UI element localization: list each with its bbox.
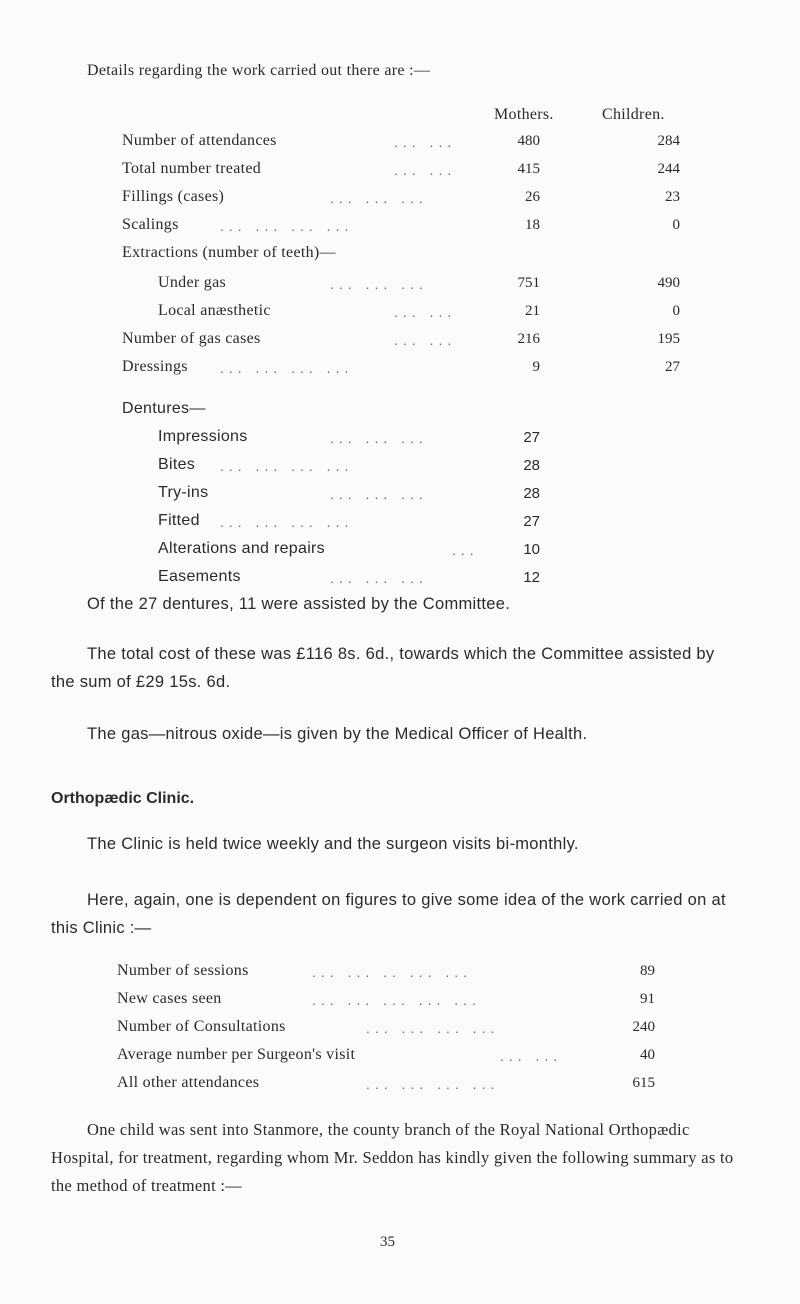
denture-row-label: Easements	[158, 568, 241, 585]
clinic-row-label: Average number per Surgeon's visit	[117, 1046, 356, 1063]
leader-dots: ... ... ...	[330, 570, 428, 586]
children-value: 0	[672, 217, 680, 233]
clinic-row-label: Number of Consultations	[117, 1018, 286, 1035]
denture-value: 28	[523, 457, 540, 474]
leader-dots: ... ... ... ... ...	[312, 992, 481, 1008]
col-header-mothers: Mothers.	[494, 106, 554, 123]
leader-dots: ...	[452, 542, 479, 558]
denture-value: 27	[523, 429, 540, 446]
paragraph-cost: The total cost of these was £116 8s. 6d., towards which the Committee assisted by the sum of £29 15s. 6d.	[51, 645, 715, 691]
intro-text: Details regarding the work carried out there are :—	[87, 62, 431, 79]
section-heading: Orthopædic Clinic.	[51, 790, 195, 807]
mothers-value: 216	[517, 331, 540, 347]
children-value: 490	[657, 275, 680, 291]
leader-dots: ... ...	[394, 304, 457, 320]
denture-value: 10	[523, 541, 540, 558]
leader-dots: ... ... ... ...	[366, 1076, 500, 1092]
table-row-label: Extractions (number of teeth)—	[122, 244, 336, 261]
clinic-value: 89	[640, 963, 655, 979]
clinic-value: 91	[640, 991, 655, 1007]
paragraph-dentures	[87, 590, 767, 618]
leader-dots: ... ... .. ... ...	[312, 964, 473, 980]
mothers-value: 18	[525, 217, 540, 233]
col-header-children: Children.	[602, 106, 665, 123]
leader-dots: ... ... ...	[330, 430, 428, 446]
leader-dots: ... ... ... ...	[366, 1020, 500, 1036]
clinic-value: 240	[632, 1019, 655, 1035]
table-row-label: Total number treated	[122, 160, 262, 177]
leader-dots: ... ... ...	[330, 276, 428, 292]
leader-dots: ... ... ... ...	[220, 514, 354, 530]
mothers-value: 9	[532, 359, 540, 375]
leader-dots: ... ...	[500, 1048, 563, 1064]
paragraph-clinic: The Clinic is held twice weekly and the surgeon visits bi-monthly.	[87, 835, 579, 853]
table-row-label: Under gas	[158, 274, 227, 291]
denture-row-label: Fitted	[158, 512, 200, 529]
paragraph-figures: Here, again, one is dependent on figures to give some idea of the work carried on at this Clinic :—	[51, 891, 726, 937]
leader-dots: ... ... ...	[330, 486, 428, 502]
mothers-value: 751	[517, 275, 540, 291]
table-row-label: Dressings	[122, 358, 188, 375]
children-value: 244	[657, 161, 680, 177]
table-row-label: Local anæsthetic	[158, 302, 271, 319]
leader-dots: ... ... ... ...	[220, 218, 354, 234]
leader-dots: ... ...	[394, 134, 457, 150]
children-value: 23	[665, 189, 680, 205]
paragraph-text: Of the 27 dentures, 11 were assisted by the Committee.	[87, 595, 511, 613]
denture-row-label: Bites	[158, 456, 196, 473]
table-row-label: Scalings	[122, 216, 179, 233]
children-value: 195	[657, 331, 680, 347]
mothers-value: 480	[517, 133, 540, 149]
children-value: 27	[665, 359, 680, 375]
clinic-row-label: Number of sessions	[117, 962, 249, 979]
paragraph-gas: The gas—nitrous oxide—is given by the Medical Officer of Health.	[87, 725, 588, 743]
leader-dots: ... ...	[394, 332, 457, 348]
clinic-row-label: New cases seen	[117, 990, 222, 1007]
denture-row-label: Try-ins	[158, 484, 209, 501]
leader-dots: ... ... ... ...	[220, 458, 354, 474]
mothers-value: 415	[517, 161, 540, 177]
mothers-value: 26	[525, 189, 540, 205]
denture-value: 27	[523, 513, 540, 530]
clinic-value: 615	[632, 1075, 655, 1091]
children-value: 0	[672, 303, 680, 319]
table-row-label: Fillings (cases)	[122, 188, 225, 205]
leader-dots: ... ... ...	[330, 190, 428, 206]
page-number: 35	[380, 1234, 395, 1250]
mothers-value: 21	[525, 303, 540, 319]
denture-value: 28	[523, 485, 540, 502]
paragraph-stanmore: One child was sent into Stanmore, the county branch of the Royal National Orthopædic Hospital, for treatment, regarding whom Mr. Seddon has kindly given the following summary as to the method of treatment :—	[51, 1120, 734, 1195]
denture-row-label: Impressions	[158, 428, 248, 445]
children-value: 284	[657, 133, 680, 149]
table-row-label: Number of attendances	[122, 132, 277, 149]
denture-value: 12	[523, 569, 540, 586]
table-row-label: Number of gas cases	[122, 330, 261, 347]
leader-dots: ... ... ... ...	[220, 360, 354, 376]
dentures-heading: Dentures—	[122, 400, 206, 417]
clinic-value: 40	[640, 1047, 655, 1063]
clinic-row-label: All other attendances	[117, 1074, 260, 1091]
leader-dots: ... ...	[394, 162, 457, 178]
denture-row-label: Alterations and repairs	[158, 540, 325, 557]
